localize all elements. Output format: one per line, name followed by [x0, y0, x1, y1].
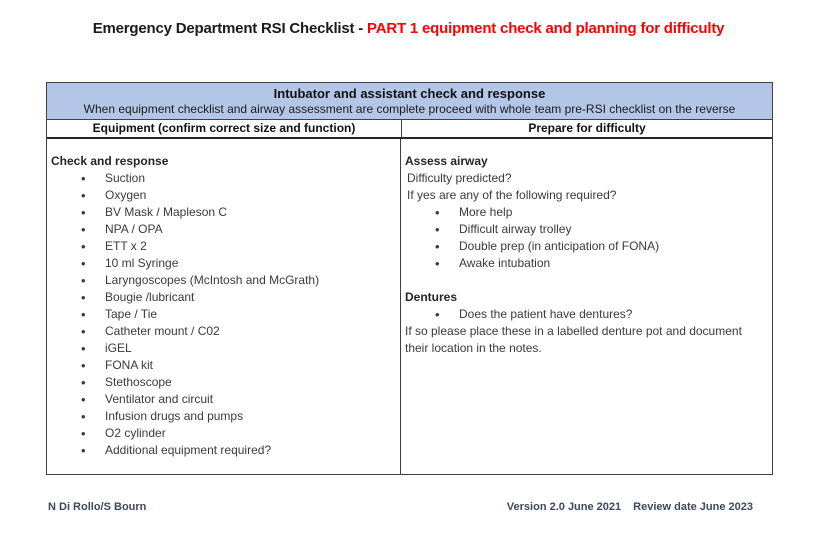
page-footer — [48, 501, 753, 513]
list-item: • Tape / Tie — [105, 306, 394, 323]
difficulty-options-list — [405, 204, 766, 272]
list-item: • Awake intubation — [459, 255, 766, 272]
equipment-heading: Check and response — [51, 154, 169, 168]
assess-airway-heading: Assess airway — [405, 154, 488, 168]
checklist-table — [46, 82, 773, 475]
list-item: • 10 ml Syringe — [105, 255, 394, 272]
list-item: • Suction — [105, 170, 394, 187]
equipment-cell — [47, 139, 401, 474]
dentures-note: If so please place these in a labelled denture pot and document their location in the notes. — [405, 324, 742, 355]
list-item: • BV Mask / Mapleson C — [105, 204, 394, 221]
list-item: • Infusion drugs and pumps — [105, 408, 394, 425]
list-item: • Ventilator and circuit — [105, 391, 394, 408]
dentures-heading: Dentures — [405, 290, 458, 304]
list-item: • Difficult airway trolley — [459, 221, 766, 238]
list-item: • More help — [459, 204, 766, 221]
list-item: • Double prep (in anticipation of FONA) — [459, 238, 766, 255]
page-title — [0, 20, 817, 37]
list-item: • NPA / OPA — [105, 221, 394, 238]
list-item: • FONA kit — [105, 357, 394, 374]
table-subtitle: When equipment checklist and airway assessment are complete proceed with whole team pre-RSI checklist on the reverse — [83, 102, 736, 116]
list-item: • Stethoscope — [105, 374, 394, 391]
difficulty-cell — [401, 139, 772, 474]
column-header-equipment: Equipment (confirm correct size and function) — [47, 120, 402, 137]
footer-author: N Di Rollo/S Bourn — [48, 501, 147, 513]
page-title-main: Emergency Department RSI Checklist - — [92, 20, 368, 37]
page-title-part1: PART 1 equipment check and planning for difficulty — [367, 20, 725, 37]
footer-version: Version 2.0 June 2021 — [506, 501, 622, 513]
difficulty-followup: If yes are any of the following required? — [407, 188, 617, 202]
table-title: Intubator and assistant check and response — [273, 86, 546, 101]
equipment-list — [51, 170, 394, 459]
list-item: • Bougie /lubricant — [105, 289, 394, 306]
column-header-difficulty: Prepare for difficulty — [528, 121, 646, 135]
list-item: • Catheter mount / C02 — [105, 323, 394, 340]
table-header-block — [47, 83, 772, 120]
difficulty-question: Difficulty predicted? — [407, 171, 512, 185]
list-item: • O2 cylinder — [105, 425, 394, 442]
list-item: • Additional equipment required? — [105, 442, 394, 459]
list-item: • Laryngoscopes (McIntosh and McGrath) — [105, 272, 394, 289]
dentures-list — [405, 306, 766, 323]
list-item: • Oxygen — [105, 187, 394, 204]
list-item: • iGEL — [105, 340, 394, 357]
footer-review-date: Review date June 2023 — [633, 501, 753, 513]
column-headers — [47, 120, 772, 139]
list-item: • ETT x 2 — [105, 238, 394, 255]
list-item: • Does the patient have dentures? — [459, 306, 766, 323]
table-body — [47, 139, 772, 474]
footer-version-block — [507, 501, 753, 513]
